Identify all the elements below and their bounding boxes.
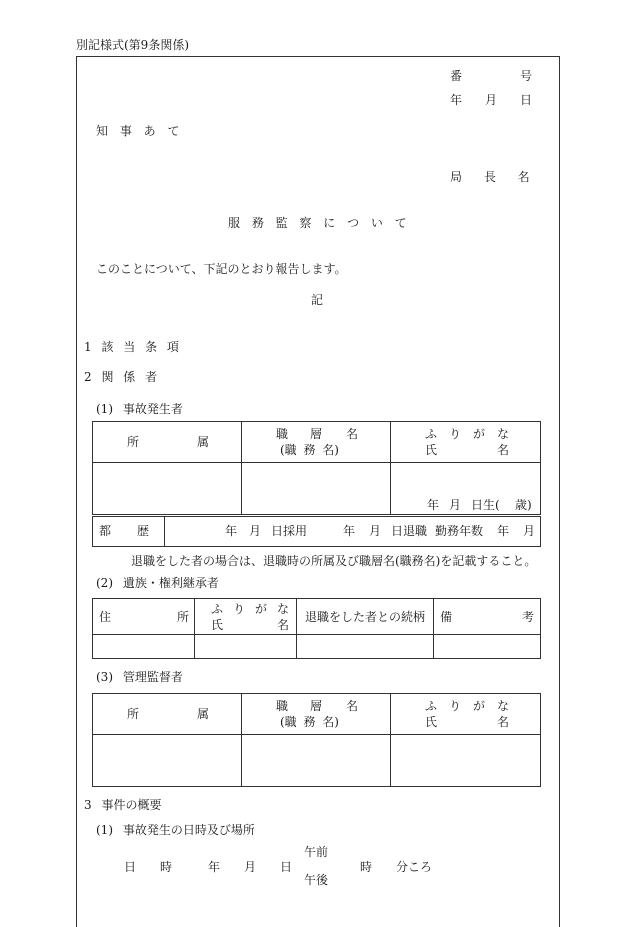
header-sup-affiliation: 所 属 bbox=[93, 694, 242, 735]
header-heir-name: ふ り が な 氏 名 bbox=[195, 599, 297, 635]
retirement-note: 退職をした者の場合は、退職時の所属及び職層名(職務名)を記載すること。 bbox=[131, 554, 537, 568]
cell-heir-relation[interactable] bbox=[297, 635, 434, 659]
number-label-ban: 番 bbox=[450, 69, 463, 83]
number-label-go: 号 bbox=[520, 69, 533, 83]
addressee: 知 事 あ て bbox=[96, 124, 180, 138]
sub2-heading: (2) 遺族・権利継承者 bbox=[96, 576, 219, 590]
header-name: ふ り が な 氏 名 bbox=[391, 422, 541, 463]
cell-heir-name[interactable] bbox=[195, 635, 297, 659]
cell-sup-affiliation[interactable] bbox=[93, 735, 242, 787]
header-address: 住 所 bbox=[93, 599, 195, 635]
header-sup-name: ふ り が な 氏 名 bbox=[391, 694, 541, 735]
header-remarks: 備 考 bbox=[434, 599, 541, 635]
cell-heir-remarks[interactable] bbox=[434, 635, 541, 659]
intro-text: このことについて、下記のとおり報告します。 bbox=[96, 262, 347, 276]
header-affiliation: 所 属 bbox=[93, 422, 242, 463]
career-value[interactable]: 年 月 日採用 年 月 日退職 勤務年数 年 月 bbox=[165, 517, 541, 547]
section-3-heading: 3 事件の概要 bbox=[84, 798, 162, 812]
sub3-heading: (3) 管理監督者 bbox=[96, 670, 183, 684]
date-part-year: 年 bbox=[208, 860, 221, 874]
cell-affiliation-value[interactable] bbox=[93, 463, 242, 515]
cell-heir-address[interactable] bbox=[93, 635, 195, 659]
ki-mark: 記 bbox=[311, 293, 324, 307]
header-position: 職 層 名 (職 務 名) bbox=[242, 422, 391, 463]
career-label: 都 歴 bbox=[93, 517, 165, 547]
cell-sup-position[interactable] bbox=[242, 735, 391, 787]
header-relation: 退職をした者との続柄 bbox=[297, 599, 434, 635]
sender: 局 長 名 bbox=[450, 170, 530, 184]
date-month: 月 bbox=[485, 93, 498, 107]
table-heirs bbox=[92, 598, 541, 659]
cell-position-value[interactable] bbox=[242, 463, 391, 515]
cell-sup-name[interactable] bbox=[391, 735, 541, 787]
time-part-minute: 分ころ bbox=[396, 860, 433, 874]
form-label: 別記様式(第9条関係) bbox=[76, 38, 189, 52]
cell-name-value[interactable]: 年 月 日生( 歳) bbox=[391, 463, 541, 515]
table-incident-person bbox=[92, 421, 541, 515]
datetime-label-hi: 日 bbox=[124, 860, 137, 874]
date-day: 日 bbox=[520, 93, 533, 107]
section-1-heading: 1 該 当 条 項 bbox=[84, 340, 179, 354]
am-label: 午前 bbox=[304, 845, 329, 859]
date-year: 年 bbox=[450, 93, 463, 107]
date-part-day: 日 bbox=[280, 860, 293, 874]
date-part-month: 月 bbox=[244, 860, 257, 874]
header-sup-position: 職 層 名 (職 務 名) bbox=[242, 694, 391, 735]
time-part-hour: 時 bbox=[360, 860, 373, 874]
table-supervisor bbox=[92, 693, 541, 787]
pm-label: 午後 bbox=[304, 873, 329, 887]
table-career bbox=[92, 516, 541, 547]
datetime-label-ji: 時 bbox=[160, 860, 173, 874]
sub1-heading: (1) 事故発生者 bbox=[96, 402, 183, 416]
sub3-1-heading: (1) 事故発生の日時及び場所 bbox=[96, 823, 255, 837]
section-2-heading: 2 関 係 者 bbox=[84, 370, 158, 384]
document-title: 服 務 監 察 に つ い て bbox=[228, 216, 407, 230]
